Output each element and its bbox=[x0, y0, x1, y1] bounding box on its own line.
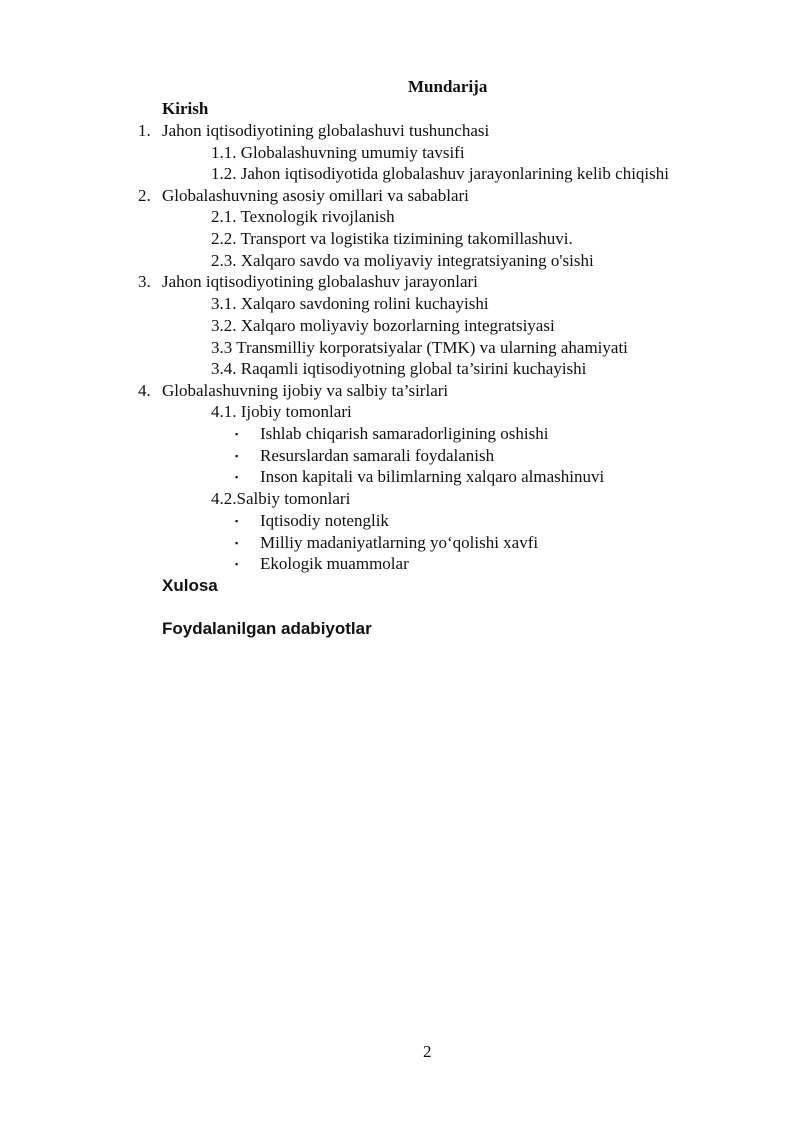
toc-subsection-1-2: 1.2. Jahon iqtisodiyotida globalashuv jarayonlarining kelib chiqishi bbox=[211, 164, 669, 183]
toc-section-3: Jahon iqtisodiyotining globalashuv jarayonlari bbox=[162, 272, 478, 291]
toc-bullet-4-2-2: Milliy madaniyatlarning yo‘qolishi xavfi bbox=[260, 533, 539, 552]
toc-bullet-4-2-3: Ekologik muammolar bbox=[260, 554, 409, 573]
toc-section-1-number: 1. bbox=[138, 121, 151, 140]
toc-section-4: Globalashuvning ijobiy va salbiy ta’sirlari bbox=[162, 381, 449, 400]
toc-subsection-3-3: 3.3 Transmilliy korporatsiyalar (TMK) va ularning ahamiyati bbox=[211, 338, 628, 357]
toc-section-4-number: 4. bbox=[138, 381, 151, 400]
toc-section-3-number: 3. bbox=[138, 272, 151, 291]
toc-section-2: Globalashuvning asosiy omillari va sabablari bbox=[162, 186, 469, 205]
toc-subsection-1-1: 1.1. Globalashuvning umumiy tavsifi bbox=[211, 143, 465, 162]
toc-bullet-4-1-2: Resurslardan samarali foydalanish bbox=[260, 446, 495, 465]
toc-subsection-3-2: 3.2. Xalqaro moliyaviy bozorlarning integratsiyasi bbox=[211, 316, 555, 335]
bullet-icon: ▪ bbox=[235, 451, 239, 461]
bullet-icon: ▪ bbox=[235, 429, 239, 439]
toc-title: Mundarija bbox=[408, 77, 488, 96]
bullet-icon: ▪ bbox=[235, 472, 239, 482]
toc-references: Foydalanilgan adabiyotlar bbox=[162, 619, 372, 638]
toc-bullet-4-1-3: Inson kapitali va bilimlarning xalqaro almashinuvi bbox=[260, 467, 605, 486]
toc-section-1: Jahon iqtisodiyotining globalashuvi tushunchasi bbox=[162, 121, 490, 140]
toc-bullet-4-2-1: Iqtisodiy notenglik bbox=[260, 511, 389, 530]
page-number: 2 bbox=[423, 1042, 432, 1061]
bullet-icon: ▪ bbox=[235, 538, 239, 548]
toc-intro: Kirish bbox=[162, 99, 209, 118]
bullet-icon: ▪ bbox=[235, 559, 239, 569]
toc-bullet-4-1-1: Ishlab chiqarish samaradorligining oshishi bbox=[260, 424, 549, 443]
toc-subsection-2-3: 2.3. Xalqaro savdo va moliyaviy integratsiyaning o'sishi bbox=[211, 251, 594, 270]
toc-subsection-3-1: 3.1. Xalqaro savdoning rolini kuchayishi bbox=[211, 294, 489, 313]
toc-section-2-number: 2. bbox=[138, 186, 151, 205]
bullet-icon: ▪ bbox=[235, 516, 239, 526]
toc-subsection-4-1: 4.1. Ijobiy tomonlari bbox=[211, 402, 352, 421]
toc-conclusion: Xulosa bbox=[162, 576, 218, 595]
toc-subsection-4-2: 4.2.Salbiy tomonlari bbox=[211, 489, 351, 508]
toc-subsection-2-2: 2.2. Transport va logistika tizimining takomillashuvi. bbox=[211, 229, 573, 248]
toc-subsection-3-4: 3.4. Raqamli iqtisodiyotning global ta’sirini kuchayishi bbox=[211, 359, 587, 378]
toc-subsection-2-1: 2.1. Texnologik rivojlanish bbox=[211, 207, 395, 226]
